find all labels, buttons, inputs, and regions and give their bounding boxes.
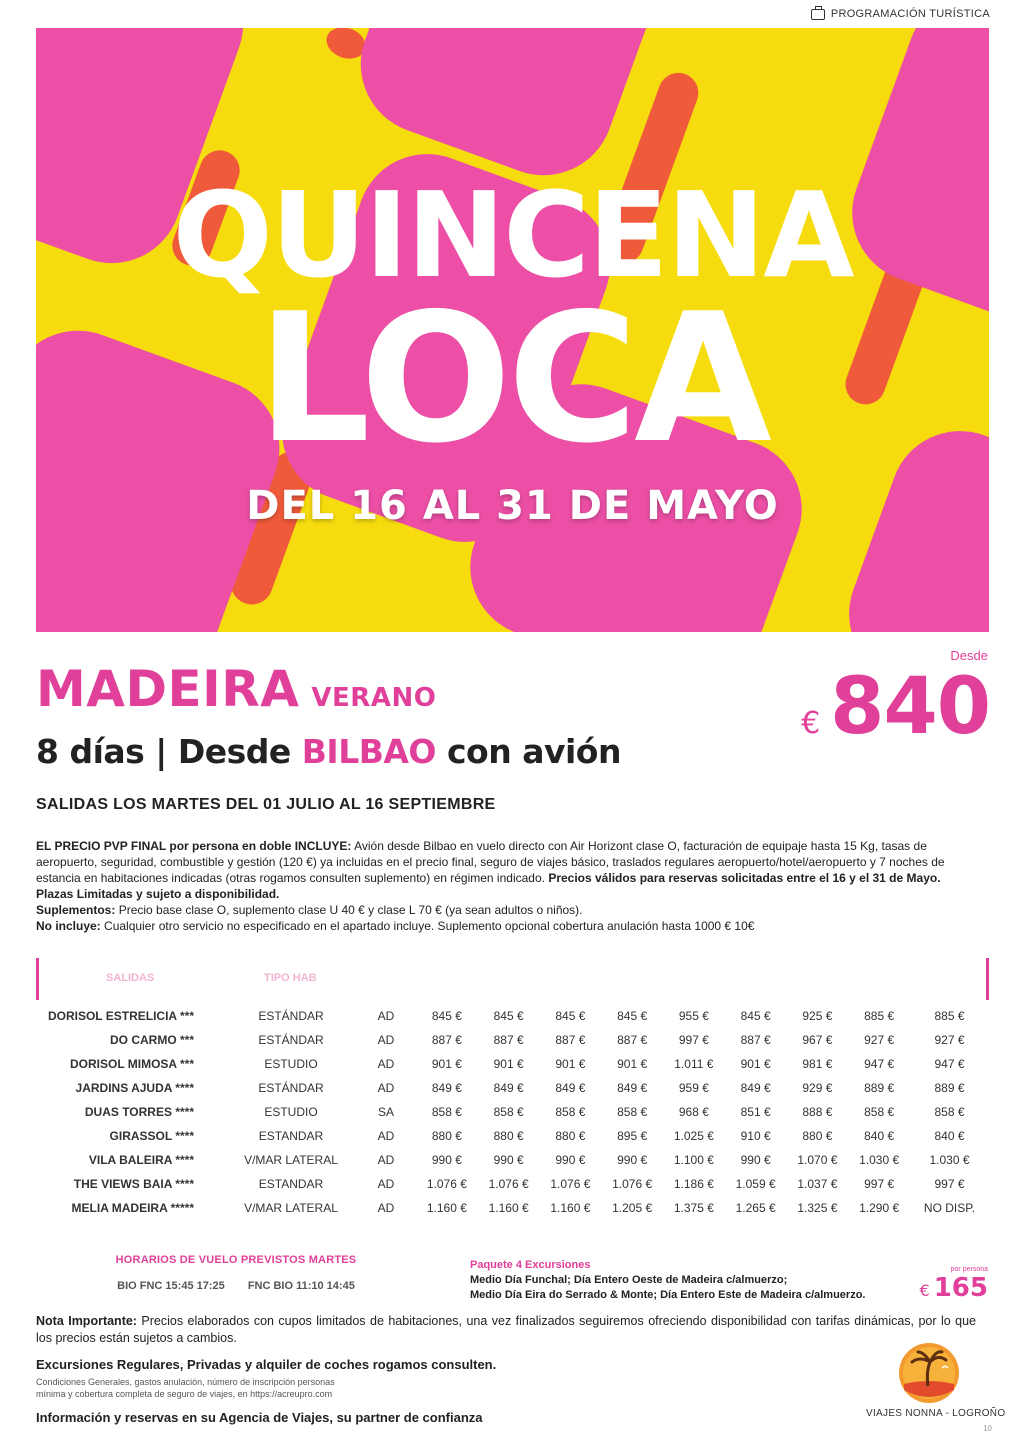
price-cell: 997 € <box>864 1177 895 1191</box>
price-cell: 927 € <box>864 1033 895 1047</box>
price-cell: 840 € <box>864 1129 895 1143</box>
room-type: ESTÁNDAR <box>258 1033 324 1047</box>
price-cell: 1.030 € <box>929 1153 970 1167</box>
price-cell: 889 € <box>934 1081 965 1095</box>
price-cell: 901 € <box>740 1057 771 1071</box>
destination-name: MADEIRA <box>36 660 300 718</box>
promo-banner <box>36 28 989 632</box>
price-cell: 849 € <box>431 1081 462 1095</box>
board-regime: AD <box>377 1033 395 1047</box>
duration-label: 8 días <box>36 732 145 771</box>
supplements-label: Suplementos: <box>36 903 116 917</box>
price-cell: 849 € <box>493 1081 524 1095</box>
price-cell: 947 € <box>934 1057 965 1071</box>
board-regime: AD <box>377 1177 395 1191</box>
price-cell: 845 € <box>431 1009 462 1023</box>
page-header <box>811 8 990 20</box>
price-cell: 887 € <box>555 1033 586 1047</box>
table-row <box>36 1148 989 1172</box>
availability-text: Plazas Limitadas y sujeto a disponibilidad. <box>36 887 280 901</box>
price-cell: 901 € <box>617 1057 648 1071</box>
price-cell: 889 € <box>864 1081 895 1095</box>
agency-name: VIAJES NONNA - LOGROÑO <box>866 1408 1006 1419</box>
table-row <box>36 1100 989 1124</box>
price-cell: 925 € <box>802 1009 833 1023</box>
room-type: V/MAR LATERAL <box>244 1153 338 1167</box>
price-cell: 895 € <box>617 1129 648 1143</box>
board-regime: AD <box>377 1057 395 1071</box>
price-cell: 887 € <box>617 1033 648 1047</box>
package-title: Paquete 4 Excursiones <box>470 1259 591 1271</box>
currency-symbol: € <box>801 706 821 741</box>
hotel-name: DORISOL ESTRELICIA *** <box>47 1009 194 1023</box>
price-cell: 959 € <box>678 1081 709 1095</box>
origin-prefix: Desde <box>177 732 291 771</box>
excursions-note: Excursiones Regulares, Privadas y alquiler de coches rogamos consulten. <box>36 1357 497 1372</box>
price-cell: 901 € <box>431 1057 462 1071</box>
destination-title <box>36 660 436 718</box>
room-type: V/MAR LATERAL <box>244 1201 338 1215</box>
hotel-name: GIRASSOL **** <box>109 1129 194 1143</box>
package-currency: € <box>919 1281 930 1300</box>
package-price <box>920 1266 988 1303</box>
banner-dates: DEL 16 AL 31 DE MAYO <box>246 483 779 529</box>
hotel-name: MELIA MADEIRA ***** <box>71 1201 194 1215</box>
price-cell: 885 € <box>934 1009 965 1023</box>
price-cell: 1.025 € <box>673 1129 714 1143</box>
table-row <box>36 1172 989 1196</box>
price-cell: 1.290 € <box>859 1201 900 1215</box>
excursion-package <box>470 1258 865 1303</box>
price-cell: 887 € <box>493 1033 524 1047</box>
price-cell: 901 € <box>555 1057 586 1071</box>
price-cell: 927 € <box>934 1033 965 1047</box>
board-regime: AD <box>377 1201 395 1215</box>
inbound-flight: FNC BIO 11:10 14:45 <box>247 1280 355 1292</box>
board-regime: AD <box>377 1153 395 1167</box>
flight-times <box>36 1280 436 1292</box>
hotel-name: DO CARMO *** <box>109 1033 194 1047</box>
price-cell: NO DISP. <box>923 1201 976 1215</box>
price-cell: 858 € <box>864 1105 895 1119</box>
price-cell: 845 € <box>493 1009 524 1023</box>
price-cell: 1.076 € <box>426 1177 467 1191</box>
includes-label: EL PRECIO PVP FINAL por persona en doble INCLUYE: <box>36 839 352 853</box>
price-cell: 990 € <box>493 1153 524 1167</box>
price-cell: 880 € <box>493 1129 524 1143</box>
suitcase-icon <box>811 9 825 20</box>
price-cell: 947 € <box>864 1057 895 1071</box>
separator: | <box>155 732 167 771</box>
price-cell: 1.100 € <box>673 1153 714 1167</box>
board-regime: AD <box>377 1129 395 1143</box>
price-cell: 1.205 € <box>612 1201 653 1215</box>
hotel-name: JARDINS AJUDA **** <box>75 1081 194 1095</box>
table-row <box>36 1052 989 1076</box>
price-cell: 1.076 € <box>550 1177 591 1191</box>
price-cell: 858 € <box>934 1105 965 1119</box>
hotel-name: VILA BALEIRA **** <box>88 1153 194 1167</box>
package-line1: Medio Día Funchal; Día Entero Oeste de Madeira c/almuerzo; <box>470 1274 788 1286</box>
price-cell: 1.059 € <box>735 1177 776 1191</box>
per-person-label: por persona <box>950 1266 988 1273</box>
price-cell: 887 € <box>431 1033 462 1047</box>
price-cell: 1.160 € <box>550 1201 591 1215</box>
season-label: VERANO <box>311 683 437 713</box>
price-cell: 1.070 € <box>797 1153 838 1167</box>
room-type: ESTANDAR <box>258 1177 324 1191</box>
outbound-flight: BIO FNC 15:45 17:25 <box>117 1280 225 1292</box>
hotel-name: THE VIEWS BAIA **** <box>73 1177 194 1191</box>
price-cell: 1.037 € <box>797 1177 838 1191</box>
price-cell: 887 € <box>740 1033 771 1047</box>
main-price <box>801 662 990 752</box>
price-cell: 880 € <box>431 1129 462 1143</box>
price-cell: 990 € <box>740 1153 771 1167</box>
note-label: Nota Importante: <box>36 1314 137 1328</box>
conditions-block <box>36 838 991 934</box>
price-cell: 929 € <box>802 1081 833 1095</box>
price-cell: 955 € <box>678 1009 709 1023</box>
board-regime: AD <box>377 1081 395 1095</box>
excludes-text: Cualquier otro servicio no especificado en el apartado incluye. Suplemento opcional cobertura anulación hasta 1000 € 10€ <box>104 919 755 933</box>
banner-title-line1: QUINCENA <box>172 166 853 304</box>
board-regime: AD <box>377 1009 395 1023</box>
category-label: PROGRAMACIÓN TURÍSTICA <box>830 8 990 20</box>
room-type: ESTÁNDAR <box>258 1009 324 1023</box>
price-cell: 1.325 € <box>797 1201 838 1215</box>
room-type: ESTUDIO <box>264 1057 318 1071</box>
price-cell: 1.030 € <box>859 1153 900 1167</box>
price-cell: 997 € <box>934 1177 965 1191</box>
table-row <box>36 1076 989 1100</box>
price-cell: 1.265 € <box>735 1201 776 1215</box>
table-row <box>36 1124 989 1148</box>
room-type: ESTUDIO <box>264 1105 318 1119</box>
price-value: 840 <box>830 662 990 752</box>
hotel-price-table <box>36 1004 989 1220</box>
origin-city: BILBAO <box>301 732 436 771</box>
general-conditions: Condiciones Generales, gastos anulación, número de inscripción personas mínima y cobertura completa de seguro de viajes, en https://acreupro.com <box>36 1377 335 1399</box>
header-tipo-hab: TIPO HAB <box>264 972 317 984</box>
price-cell: 990 € <box>431 1153 462 1167</box>
hotel-name: DUAS TORRES **** <box>84 1105 194 1119</box>
table-header <box>36 972 989 990</box>
price-cell: 1.160 € <box>426 1201 467 1215</box>
price-cell: 880 € <box>802 1129 833 1143</box>
price-cell: 840 € <box>934 1129 965 1143</box>
price-cell: 845 € <box>555 1009 586 1023</box>
table-row <box>36 1196 989 1220</box>
price-cell: 1.076 € <box>488 1177 529 1191</box>
hotel-name: DORISOL MIMOSA *** <box>69 1057 194 1071</box>
price-cell: 968 € <box>678 1105 709 1119</box>
important-note <box>36 1313 976 1347</box>
banner-title-line2: LOCA <box>257 275 768 482</box>
trip-subtitle <box>36 732 621 771</box>
board-regime: SA <box>377 1105 394 1119</box>
note-text: Precios elaborados con cupos limitados de habitaciones, una vez finalizados seguiremos ofreciendo disponibilidad con tarifas dinámicas, por lo que los precios están sujetos a cambios. <box>36 1314 976 1345</box>
room-type: ESTANDAR <box>258 1129 324 1143</box>
departures-note: SALIDAS LOS MARTES DEL 01 JULIO AL 16 SEPTIEMBRE <box>36 796 496 813</box>
price-cell: 849 € <box>740 1081 771 1095</box>
price-cell: 885 € <box>864 1009 895 1023</box>
flight-schedule-title: HORARIOS DE VUELO PREVISTOS MARTES <box>115 1254 357 1266</box>
transport-label: con avión <box>447 732 621 771</box>
price-cell: 981 € <box>802 1057 833 1071</box>
price-cell: 1.076 € <box>612 1177 653 1191</box>
price-cell: 910 € <box>740 1129 771 1143</box>
agency-info: Información y reservas en su Agencia de Viajes, su partner de confianza <box>36 1410 483 1425</box>
price-cell: 849 € <box>617 1081 648 1095</box>
price-cell: 990 € <box>617 1153 648 1167</box>
validity-text: Precios válidos para reservas solicitadas entre el 16 y el 31 de Mayo. <box>548 871 941 885</box>
page-number: 10 <box>983 1424 992 1433</box>
price-cell: 1.186 € <box>673 1177 714 1191</box>
price-cell: 858 € <box>555 1105 586 1119</box>
table-row <box>36 1004 989 1028</box>
price-cell: 845 € <box>740 1009 771 1023</box>
package-line2: Medio Día Eira do Serrado & Monte; Día Entero Este de Madeira c/almuerzo. <box>470 1289 866 1301</box>
table-row <box>36 1028 989 1052</box>
price-cell: 849 € <box>555 1081 586 1095</box>
price-cell: 1.160 € <box>488 1201 529 1215</box>
flight-schedule <box>36 1254 436 1292</box>
includes-text: Avión desde Bilbao en vuelo directo con Air Horizont clase O, facturación de equipaje hasta 15 Kg, tasas de aeropuerto, seguridad, combustible y gestión (120 €) ya incluidas en el precio final, seguro de viajes básico, traslados regulares aeropuerto/hotel/aeropuerto y 7 noches de estancia en habitaciones indicadas (otras rogamos consulten suplemento) en régimen indicado. <box>36 839 945 885</box>
header-salidas: SALIDAS <box>106 972 155 984</box>
room-type: ESTÁNDAR <box>258 1081 324 1095</box>
price-cell: 851 € <box>740 1105 771 1119</box>
excludes-label: No incluye: <box>36 919 101 933</box>
price-cell: 845 € <box>617 1009 648 1023</box>
price-cell: 880 € <box>555 1129 586 1143</box>
price-cell: 858 € <box>617 1105 648 1119</box>
price-cell: 858 € <box>431 1105 462 1119</box>
agency-logo-icon <box>898 1342 960 1404</box>
package-price-value: 165 <box>933 1273 988 1303</box>
price-cell: 901 € <box>493 1057 524 1071</box>
price-cell: 1.375 € <box>673 1201 714 1215</box>
price-cell: 1.011 € <box>674 1057 714 1071</box>
price-cell: 858 € <box>493 1105 524 1119</box>
price-cell: 888 € <box>802 1105 833 1119</box>
price-cell: 997 € <box>678 1033 709 1047</box>
price-cell: 990 € <box>555 1153 586 1167</box>
price-from-label: Desde <box>950 648 988 663</box>
price-cell: 967 € <box>802 1033 833 1047</box>
supplements-text: Precio base clase O, suplemento clase U 40 € y clase L 70 € (ya sean adultos o niños). <box>118 903 583 917</box>
